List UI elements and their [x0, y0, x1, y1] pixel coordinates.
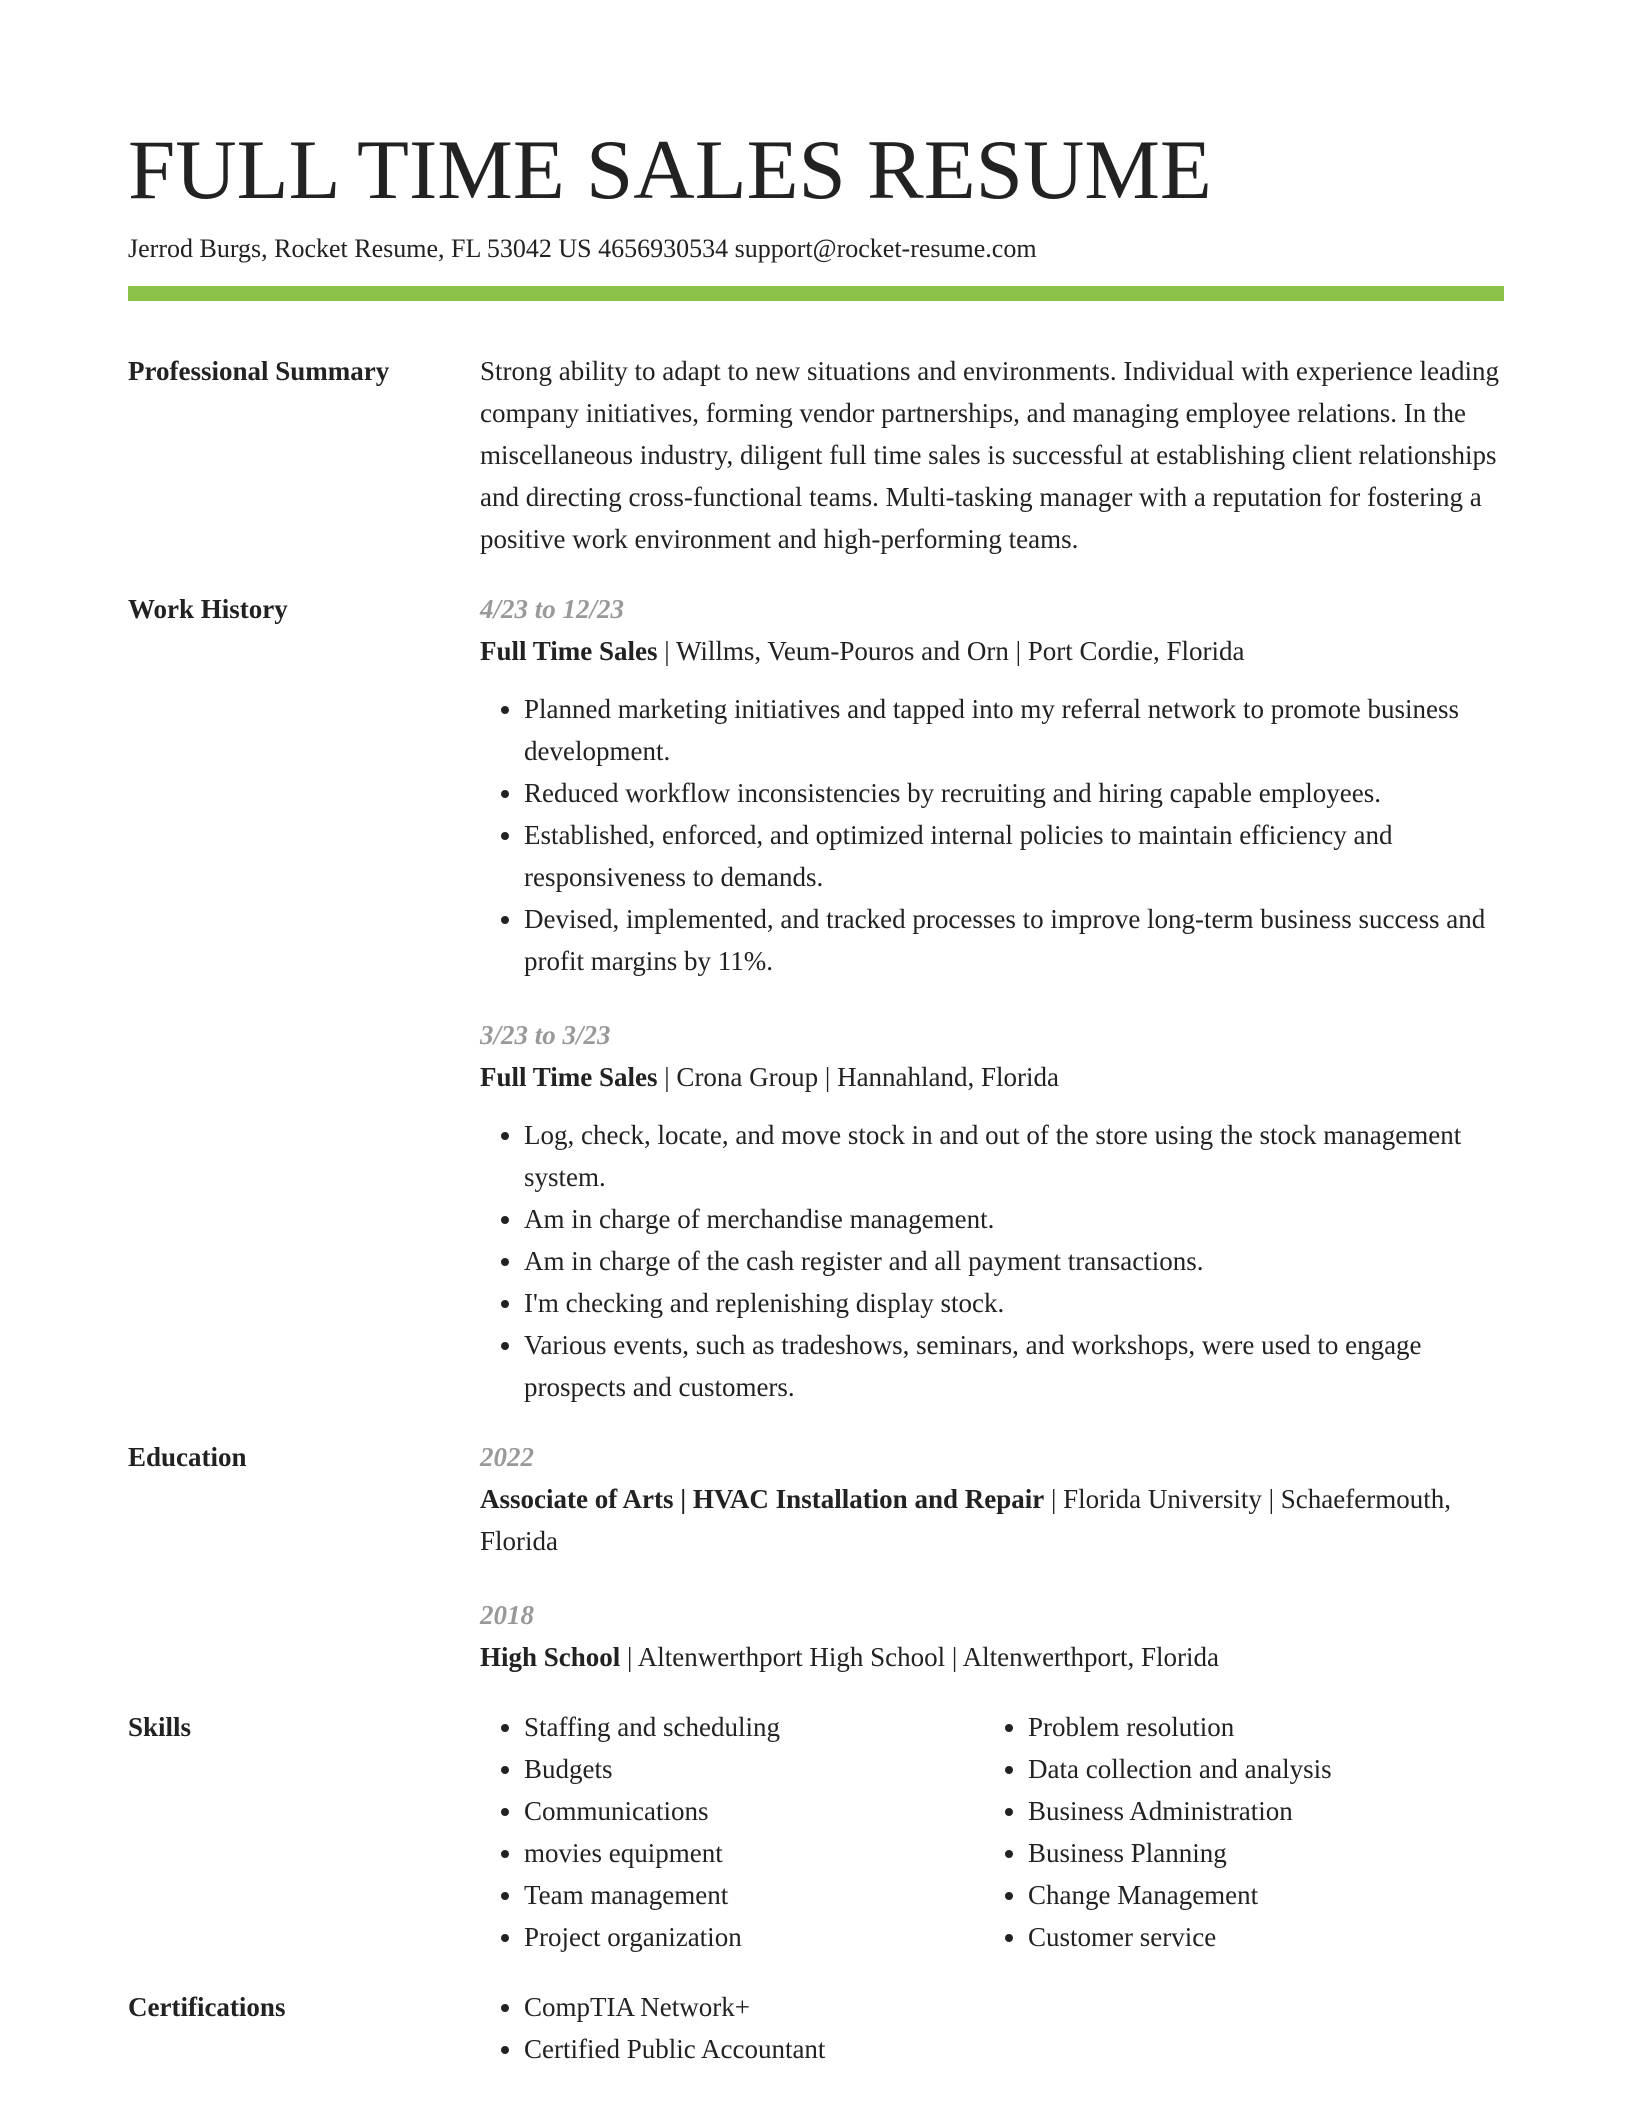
- certifications-body: [480, 1986, 1504, 2070]
- certification-item: • Certified Public Accountant: [524, 2028, 1504, 2070]
- job-dates: 4/23 to 12/23: [480, 594, 625, 624]
- summary-section: [128, 350, 1504, 560]
- skill-item: • Project organization: [524, 1916, 984, 1958]
- skill-item: • Customer service: [1028, 1916, 1488, 1958]
- education-year: 2022: [480, 1442, 534, 1472]
- resume-sections: [128, 350, 1504, 2098]
- education-body: [480, 1436, 1504, 1678]
- job-bullets: [480, 688, 1504, 982]
- job-bullet: • Various events, such as tradeshows, seminars, and workshops, were used to engage prospects and customers.: [524, 1324, 1504, 1408]
- skills-heading: Skills: [128, 1712, 192, 1742]
- education-details: | Altenwerthport High School | Altenwerthport, Florida: [620, 1642, 1220, 1672]
- skill-item: • Change Management: [1028, 1874, 1488, 1916]
- certifications-list: [480, 1986, 1504, 2070]
- education-line: [480, 1478, 1504, 1562]
- certifications-heading: Certifications: [128, 1992, 286, 2022]
- education-entry: [480, 1436, 1504, 1562]
- job-bullet: • Am in charge of merchandise management.: [524, 1198, 1504, 1240]
- education-entry: [480, 1594, 1504, 1678]
- education-degree: Associate of Arts | HVAC Installation and Repair: [480, 1484, 1045, 1514]
- job-entry: [480, 588, 1504, 982]
- job-dates: 3/23 to 3/23: [480, 1020, 611, 1050]
- job-bullets: [480, 1114, 1504, 1408]
- skill-item: • Team management: [524, 1874, 984, 1916]
- education-section: [128, 1436, 1504, 1678]
- education-details: | Florida University | Schaefermouth, Florida: [480, 1484, 1451, 1556]
- job-title: Full Time Sales: [480, 636, 658, 666]
- certification-item: • CompTIA Network+: [524, 1986, 1504, 2028]
- job-role-line: [480, 1056, 1504, 1098]
- skill-item: • Business Administration: [1028, 1790, 1488, 1832]
- skill-item: • Business Planning: [1028, 1832, 1488, 1874]
- job-title: Full Time Sales: [480, 1062, 658, 1092]
- skill-item: • Problem resolution: [1028, 1706, 1488, 1748]
- skill-item: • movies equipment: [524, 1832, 984, 1874]
- skills-column-right: [984, 1706, 1488, 1958]
- skills-body: [480, 1706, 1504, 1958]
- job-details: | Willms, Veum-Pouros and Orn | Port Cordie, Florida: [657, 636, 1245, 666]
- job-bullet: • Established, enforced, and optimized internal policies to maintain efficiency and responsiveness to demands.: [524, 814, 1504, 898]
- work-history-body: [480, 588, 1504, 1408]
- education-year: 2018: [480, 1600, 534, 1630]
- summary-text: Strong ability to adapt to new situations and environments. Individual with experience leading company initiatives, forming vendor partnerships, and managing employee relations. In the miscellaneous industry, diligent full time sales is successful at establishing client relationships and directing cross-functional teams. Multi-tasking manager with a reputation for fostering a positive work environment and high-performing teams.: [480, 356, 1500, 554]
- job-entry: [480, 1014, 1504, 1408]
- summary-heading: Professional Summary: [128, 356, 390, 386]
- work-history-heading: Work History: [128, 594, 288, 624]
- skills-section: [128, 1706, 1504, 1958]
- certifications-section: [128, 1986, 1504, 2070]
- accent-divider: [128, 286, 1504, 301]
- job-bullet: • Devised, implemented, and tracked processes to improve long-term business success and profit margins by 11%.: [524, 898, 1504, 982]
- job-role-line: [480, 630, 1504, 672]
- skill-item: • Staffing and scheduling: [524, 1706, 984, 1748]
- job-bullet: • Reduced workflow inconsistencies by recruiting and hiring capable employees.: [524, 772, 1504, 814]
- job-bullet: • Am in charge of the cash register and all payment transactions.: [524, 1240, 1504, 1282]
- education-heading: Education: [128, 1442, 247, 1472]
- skills-column-left: [480, 1706, 984, 1958]
- job-bullet: • Log, check, locate, and move stock in and out of the store using the stock management system.: [524, 1114, 1504, 1198]
- summary-body: [480, 350, 1504, 560]
- skill-item: • Data collection and analysis: [1028, 1748, 1488, 1790]
- education-line: [480, 1636, 1504, 1678]
- resume-title: FULL TIME SALES RESUME: [128, 123, 1212, 217]
- contact-line: Jerrod Burgs, Rocket Resume, FL 53042 US 4656930534 support@rocket-resume.com: [128, 234, 1037, 263]
- skill-item: • Communications: [524, 1790, 984, 1832]
- skill-item: • Budgets: [524, 1748, 984, 1790]
- job-details: | Crona Group | Hannahland, Florida: [657, 1062, 1060, 1092]
- work-history-section: [128, 588, 1504, 1408]
- skills-grid: [480, 1706, 1504, 1958]
- job-bullet: • I'm checking and replenishing display stock.: [524, 1282, 1504, 1324]
- job-bullet: • Planned marketing initiatives and tapped into my referral network to promote business development.: [524, 688, 1504, 772]
- education-degree: High School: [480, 1642, 621, 1672]
